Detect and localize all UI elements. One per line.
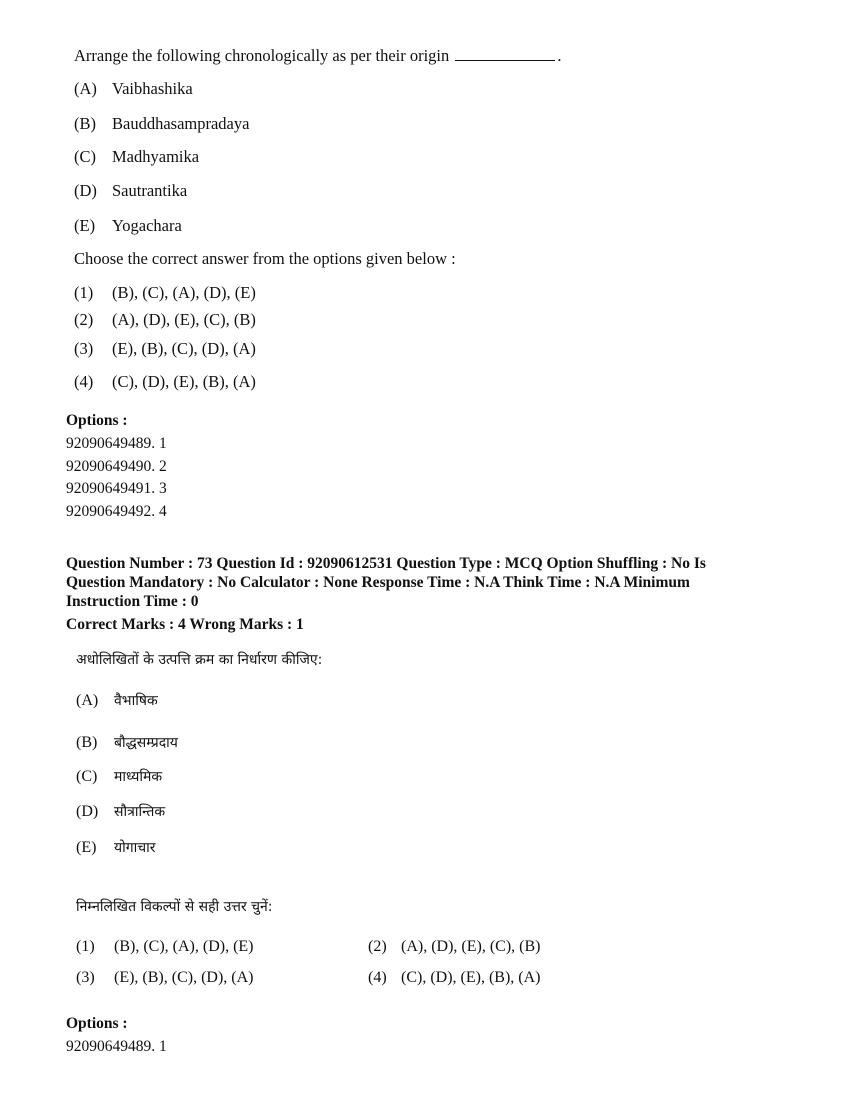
list-item: (C) माध्यमिक	[76, 768, 163, 785]
option-id-line: 92090649489. 1	[66, 1038, 167, 1055]
answer-option: (4) (C), (D), (E), (B), (A)	[74, 372, 256, 391]
options-heading: Options :	[66, 1015, 128, 1032]
option-id-line: 92090649490. 2	[66, 458, 167, 475]
answer-option: (3) (E), (B), (C), (D), (A)	[76, 969, 254, 986]
question-meta-line: Question Mandatory : No Calculator : None Response Time : N.A Think Time : N.A Minimum	[66, 574, 690, 591]
answer-option: (1) (B), (C), (A), (D), (E)	[74, 283, 256, 302]
question-stem: Arrange the following chronologically as per their origin .	[74, 46, 562, 65]
list-item: (D) सौत्रान्तिक	[76, 803, 166, 820]
option-id-line: 92090649491. 3	[66, 480, 167, 497]
list-item: (E) Yogachara	[74, 216, 182, 235]
list-item: (A) Vaibhashika	[74, 79, 193, 98]
options-heading: Options :	[66, 412, 128, 429]
list-item: (A) वैभाषिक	[76, 692, 158, 709]
list-item: (B) बौद्धसम्प्रदाय	[76, 734, 178, 751]
marks-line: Correct Marks : 4 Wrong Marks : 1	[66, 616, 304, 633]
question-stem-hindi: अधोलिखितों के उत्पत्ति क्रम का निर्धारण कीजिए:	[76, 652, 323, 668]
option-id-line: 92090649489. 1	[66, 435, 167, 452]
list-item: (D) Sautrantika	[74, 181, 188, 200]
list-item: (C) Madhyamika	[74, 147, 200, 166]
question-meta-line: Question Number : 73 Question Id : 92090612531 Question Type : MCQ Option Shuffling : No Is	[66, 555, 706, 572]
answer-option: (4) (C), (D), (E), (B), (A)	[368, 969, 541, 986]
answer-option: (3) (E), (B), (C), (D), (A)	[74, 339, 256, 358]
question-meta-line: Instruction Time : 0	[66, 593, 199, 610]
list-item: (E) योगाचार	[76, 839, 156, 856]
choose-instruction-hindi: निम्नलिखित विकल्पों से सही उत्तर चुनें:	[76, 899, 273, 915]
choose-instruction: Choose the correct answer from the options given below :	[74, 249, 456, 268]
option-id-line: 92090649492. 4	[66, 503, 167, 520]
answer-option: (2) (A), (D), (E), (C), (B)	[368, 938, 541, 955]
list-item: (B) Bauddhasampradaya	[74, 114, 250, 133]
answer-option: (2) (A), (D), (E), (C), (B)	[74, 310, 256, 329]
answer-blank	[455, 50, 555, 61]
answer-option: (1) (B), (C), (A), (D), (E)	[76, 938, 254, 955]
